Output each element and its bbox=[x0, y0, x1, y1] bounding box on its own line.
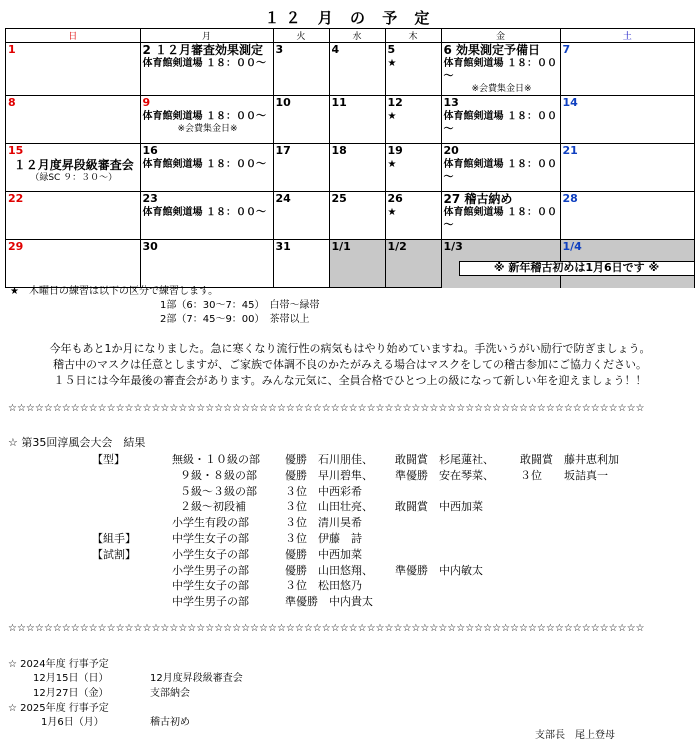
result-a: ３位 清川昊希 bbox=[285, 516, 362, 529]
thursday-part1: 1部（6：30〜7：45） 白帯〜緑帯 bbox=[160, 300, 320, 311]
result-div: ５級〜３級の部 bbox=[180, 485, 257, 498]
result-div: ２級〜初段補 bbox=[180, 500, 246, 513]
schedule-date: 12月27日（金） bbox=[33, 688, 109, 699]
day-cell: 1/3 bbox=[441, 240, 560, 288]
day-cell: 13 体育館剣道場 １８：００～ bbox=[441, 96, 560, 144]
calendar-table bbox=[5, 28, 695, 288]
star-icon: ★ bbox=[387, 111, 397, 122]
week-row-1 bbox=[6, 43, 695, 96]
week-row-4 bbox=[6, 192, 695, 240]
result-div: 小学生女子の部 bbox=[172, 548, 249, 561]
result-div: 小学生有段の部 bbox=[172, 516, 249, 529]
day-cell: 30 bbox=[140, 240, 273, 288]
weekday-fri: 金 bbox=[441, 29, 560, 43]
result-a: 準優勝 中内貴太 bbox=[285, 595, 373, 608]
weekday-mon: 月 bbox=[140, 29, 273, 43]
result-div: ９級・８級の部 bbox=[180, 469, 257, 482]
weekday-sun: 日 bbox=[6, 29, 141, 43]
result-c: ３位 坂詰真一 bbox=[520, 469, 608, 482]
day-cell: 26 ★ bbox=[385, 192, 441, 240]
day-cell: 1 bbox=[6, 43, 141, 96]
thursday-part2: 2部（7：45〜9：00） 茶帯以上 bbox=[160, 314, 310, 325]
result-div: 無級・１０級の部 bbox=[172, 453, 260, 466]
day-cell: 27 稽古納め 体育館剣道場 １８：００～ bbox=[441, 192, 560, 240]
day-cell: 3 bbox=[273, 43, 329, 96]
result-div: 中学生女子の部 bbox=[172, 532, 249, 545]
page-title: １２ 月 の 予 定 bbox=[264, 9, 436, 27]
day-cell: 6 効果測定予備日 体育館剣道場 １８：００～ ※会費集金日※ bbox=[441, 43, 560, 96]
weekday-sat: 土 bbox=[560, 29, 695, 43]
day-cell: 1/2 bbox=[385, 240, 441, 288]
result-div: 中学生女子の部 bbox=[172, 579, 249, 592]
schedule-event: 稽古初め bbox=[150, 717, 190, 728]
day-cell: 24 bbox=[273, 192, 329, 240]
star-divider: ☆☆☆☆☆☆☆☆☆☆☆☆☆☆☆☆☆☆☆☆☆☆☆☆☆☆☆☆☆☆☆☆☆☆☆☆☆☆☆☆☆☆☆☆☆☆☆☆☆☆☆☆☆☆☆☆☆☆☆☆☆☆☆☆☆☆☆☆☆☆☆ bbox=[8, 623, 645, 634]
result-cat: 【型】 bbox=[92, 453, 125, 466]
day-cell: 16 体育館剣道場 １８：００～ bbox=[140, 144, 273, 192]
star-icon: ★ bbox=[387, 207, 397, 218]
schedule-heading-2024: ☆ 2024年度 行事予定 bbox=[8, 659, 109, 670]
result-b: 準優勝 中内敏太 bbox=[395, 564, 483, 577]
weekday-tue: 火 bbox=[273, 29, 329, 43]
day-cell: 29 bbox=[6, 240, 141, 288]
result-a: ３位 山田壮亮、 bbox=[285, 500, 373, 513]
schedule-date: 1月6日（月） bbox=[41, 717, 104, 728]
result-cat: 【組手】 bbox=[92, 532, 136, 545]
message-line-1: 今年もあと1か月になりました。急に寒くなり流行性の病気もはやり始めていますね。手洗いうがい励行で防ぎましょう。 bbox=[49, 342, 651, 355]
day-cell: 21 bbox=[560, 144, 695, 192]
day-cell: 11 bbox=[329, 96, 385, 144]
star-divider: ☆☆☆☆☆☆☆☆☆☆☆☆☆☆☆☆☆☆☆☆☆☆☆☆☆☆☆☆☆☆☆☆☆☆☆☆☆☆☆☆☆☆☆☆☆☆☆☆☆☆☆☆☆☆☆☆☆☆☆☆☆☆☆☆☆☆☆☆☆☆☆ bbox=[8, 403, 645, 414]
day-cell: 23 体育館剣道場 １８：００～ bbox=[140, 192, 273, 240]
day-cell: 9 体育館剣道場 １８：００～ ※会費集金日※ bbox=[140, 96, 273, 144]
weekday-wed: 水 bbox=[329, 29, 385, 43]
day-cell: 17 bbox=[273, 144, 329, 192]
day-cell: 5 ★ bbox=[385, 43, 441, 96]
result-a: ３位 松田悠乃 bbox=[285, 579, 362, 592]
signature: 支部長 尾上登母 bbox=[535, 730, 615, 741]
star-icon: ★ bbox=[387, 159, 397, 170]
schedule-date: 12月15日（日） bbox=[33, 673, 109, 684]
results-heading: ☆ 第35回淳風会大会 結果 bbox=[8, 436, 146, 449]
day-cell: 28 bbox=[560, 192, 695, 240]
day-cell: 1/4 bbox=[560, 240, 695, 288]
day-cell: 18 bbox=[329, 144, 385, 192]
day-cell: 20 体育館剣道場 １８：００～ bbox=[441, 144, 560, 192]
newyear-note: ※ 新年稽古初めは1月6日です ※ bbox=[493, 261, 660, 274]
day-cell: 22 bbox=[6, 192, 141, 240]
schedule-heading-2025: ☆ 2025年度 行事予定 bbox=[8, 703, 109, 714]
day-cell: 12 ★ bbox=[385, 96, 441, 144]
day-cell: 25 bbox=[329, 192, 385, 240]
result-a: ３位 中西彩希 bbox=[285, 485, 362, 498]
week-row-2 bbox=[6, 96, 695, 144]
thursday-note: ★ 木曜日の練習は以下の区分で練習します。 bbox=[10, 286, 219, 297]
day-cell: 19 ★ bbox=[385, 144, 441, 192]
message-line-3: １５日には今年最後の審査会があります。みんな元気に、全員合格でひとつ上の級になって新しい年を迎えましょう！！ bbox=[53, 374, 647, 387]
result-b: 敢闘賞 中西加菜 bbox=[395, 500, 483, 513]
day-cell: 10 bbox=[273, 96, 329, 144]
result-a: ３位 伊藤 詩 bbox=[285, 532, 362, 545]
day-cell: 31 bbox=[273, 240, 329, 288]
weekday-thu: 木 bbox=[385, 29, 441, 43]
result-b: 準優勝 安在琴菜、 bbox=[395, 469, 494, 482]
schedule-event: 支部納会 bbox=[150, 688, 190, 699]
day-cell: 8 bbox=[6, 96, 141, 144]
star-icon: ★ bbox=[387, 58, 397, 69]
result-div: 小学生男子の部 bbox=[172, 564, 249, 577]
day-cell: 1/1 bbox=[329, 240, 385, 288]
result-a: 優勝 石川朋佳、 bbox=[285, 453, 373, 466]
day-cell: 7 bbox=[560, 43, 695, 96]
day-cell: 2 １２月審査効果測定 体育館剣道場 １８：００～ bbox=[140, 43, 273, 96]
schedule-event: 12月度昇段級審査会 bbox=[150, 673, 243, 684]
day-cell: 14 bbox=[560, 96, 695, 144]
result-a: 優勝 中西加菜 bbox=[285, 548, 362, 561]
result-a: 優勝 早川碧隼、 bbox=[285, 469, 373, 482]
day-cell: 15 １２月度昇段級審査会 （緑SC ９：３０～） bbox=[6, 144, 141, 192]
weekday-header bbox=[6, 29, 695, 43]
result-c: 敢闘賞 藤井恵利加 bbox=[520, 453, 619, 466]
week-row-3 bbox=[6, 144, 695, 192]
result-b: 敢闘賞 杉尾蓮社、 bbox=[395, 453, 494, 466]
day-cell: 4 bbox=[329, 43, 385, 96]
result-a: 優勝 山田悠翔、 bbox=[285, 564, 373, 577]
result-div: 中学生男子の部 bbox=[172, 595, 249, 608]
message-line-2: 稽古中のマスクは任意としますが、ご家族で体調不良のかたがみえる場合はマスクをしての稽古参加にご協力ください。 bbox=[53, 358, 647, 371]
result-cat: 【試割】 bbox=[92, 548, 136, 561]
